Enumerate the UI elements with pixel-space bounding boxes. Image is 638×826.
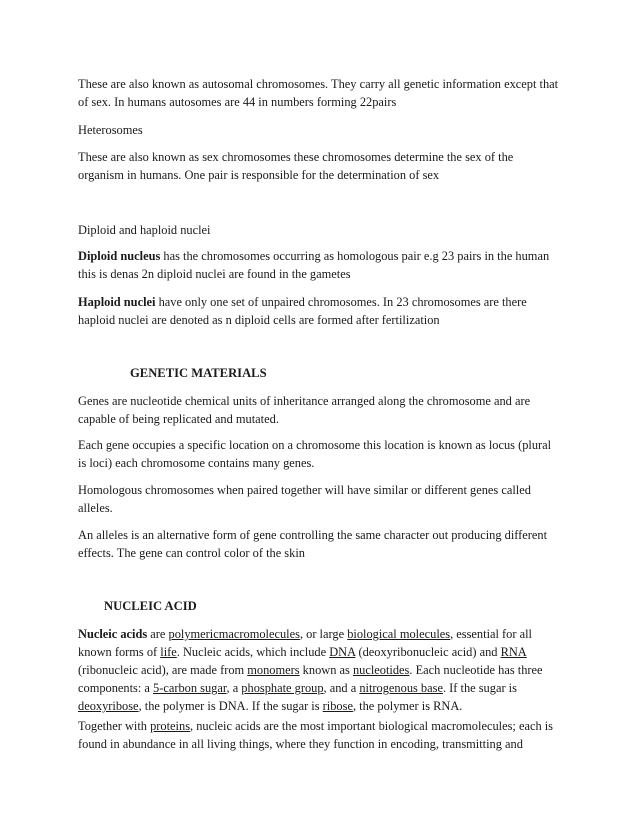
rna-link[interactable]: RNA xyxy=(500,645,527,659)
ribose-link[interactable]: ribose xyxy=(322,699,353,713)
text-line: capable of being replicated and mutated. xyxy=(78,412,279,426)
proteins-link[interactable]: proteins xyxy=(150,719,191,733)
text-run: . Nucleic acids, which include xyxy=(176,645,330,659)
text-run: have only one set of unpaired chromosomes. In 23 chromosomes are there xyxy=(155,295,527,309)
polymeric-macromolecules-link[interactable]: polymericmacromolecules xyxy=(168,627,300,641)
text-line: Genes are nucleotide chemical units of inheritance arranged along the chromosome and are xyxy=(78,394,531,408)
text-run: known as xyxy=(299,663,353,677)
text-line: These are also known as autosomal chromosomes. They carry all genetic information except that xyxy=(78,77,559,91)
locus-paragraph xyxy=(78,436,568,472)
homologous-paragraph xyxy=(78,481,568,517)
text-run: , or large xyxy=(299,627,348,641)
haploid-term: Haploid nuclei xyxy=(78,295,156,309)
nucleic-acid-heading: NUCLEIC ACID xyxy=(104,599,197,613)
text-line xyxy=(78,247,568,265)
phosphate-group-link[interactable]: phosphate group xyxy=(241,681,324,695)
text-line: organism in humans. One pair is responsible for the determination of sex xyxy=(78,168,440,182)
diploid-term: Diploid nucleus xyxy=(78,249,161,263)
nitrogenous-base-link[interactable]: nitrogenous base xyxy=(359,681,443,695)
nucleic-acids-paragraph xyxy=(78,625,568,715)
monomers-link[interactable]: monomers xyxy=(247,663,300,677)
text-line xyxy=(78,293,568,311)
text-run: components: a xyxy=(78,681,154,695)
haploid-paragraph xyxy=(78,293,568,329)
text-line xyxy=(78,625,568,643)
text-line xyxy=(78,661,568,679)
text-line: found in abundance in all living things, where they function in encoding, transmitting and xyxy=(78,737,523,751)
text-line: These are also known as sex chromosomes these chromosomes determine the sex of the xyxy=(78,150,514,164)
heterosomes-paragraph xyxy=(78,148,568,184)
text-run: . Each nucleotide has three xyxy=(409,663,543,677)
heterosomes-heading: Heterosomes xyxy=(78,123,143,137)
text-line: An alleles is an alternative form of gene controlling the same character out producing different xyxy=(78,528,548,542)
text-line xyxy=(78,717,568,735)
text-run: (ribonucleic acid), are made from xyxy=(78,663,248,677)
text-line xyxy=(78,679,568,697)
text-run: , nucleic acids are the most important biological macromolecules; each is xyxy=(190,719,554,733)
text-line xyxy=(78,697,568,715)
nucleotides-link[interactable]: nucleotides xyxy=(352,663,410,677)
text-run: has the chromosomes occurring as homologous pair e.g 23 pairs in the human xyxy=(160,249,550,263)
text-line: Each gene occupies a specific location on a chromosome this location is known as locus (plural xyxy=(78,438,552,452)
text-run: Together with xyxy=(78,719,151,733)
text-run: (deoxyribonucleic acid) and xyxy=(355,645,501,659)
nuclei-heading: Diploid and haploid nuclei xyxy=(78,223,211,237)
text-line: Homologous chromosomes when paired together will have similar or different genes called xyxy=(78,483,531,497)
autosomes-paragraph xyxy=(78,75,568,111)
text-line: effects. The gene can control color of the skin xyxy=(78,546,305,560)
text-line: this is denas 2n diploid nuclei are found in the gametes xyxy=(78,267,351,281)
text-run: , the polymer is DNA. If the sugar is xyxy=(138,699,323,713)
text-run: , a xyxy=(226,681,242,695)
life-link[interactable]: life xyxy=(160,645,177,659)
dna-link[interactable]: DNA xyxy=(329,645,356,659)
diploid-paragraph xyxy=(78,247,568,283)
genetic-materials-heading: GENETIC MATERIALS xyxy=(130,366,267,380)
text-line: alleles. xyxy=(78,501,113,515)
alleles-paragraph xyxy=(78,526,568,562)
deoxyribose-link[interactable]: deoxyribose xyxy=(78,699,139,713)
five-carbon-sugar-link[interactable]: 5-carbon sugar xyxy=(153,681,227,695)
text-run: , essential for all xyxy=(450,627,532,641)
text-line: haploid nuclei are denoted as n diploid cells are formed after fertilization xyxy=(78,313,440,327)
text-run: , the polymer is RNA. xyxy=(352,699,463,713)
nucleic-acids-term: Nucleic acids xyxy=(78,627,148,641)
text-run: are xyxy=(147,627,169,641)
together-paragraph xyxy=(78,717,568,753)
biological-molecules-link[interactable]: biological molecules xyxy=(347,627,451,641)
text-run: . If the sugar is xyxy=(442,681,517,695)
text-line xyxy=(78,643,568,661)
genes-paragraph xyxy=(78,392,568,428)
text-line: is loci) each chromosome contains many genes. xyxy=(78,456,315,470)
text-run: known forms of xyxy=(78,645,161,659)
text-line: of sex. In humans autosomes are 44 in numbers forming 22pairs xyxy=(78,95,397,109)
text-run: , and a xyxy=(323,681,360,695)
